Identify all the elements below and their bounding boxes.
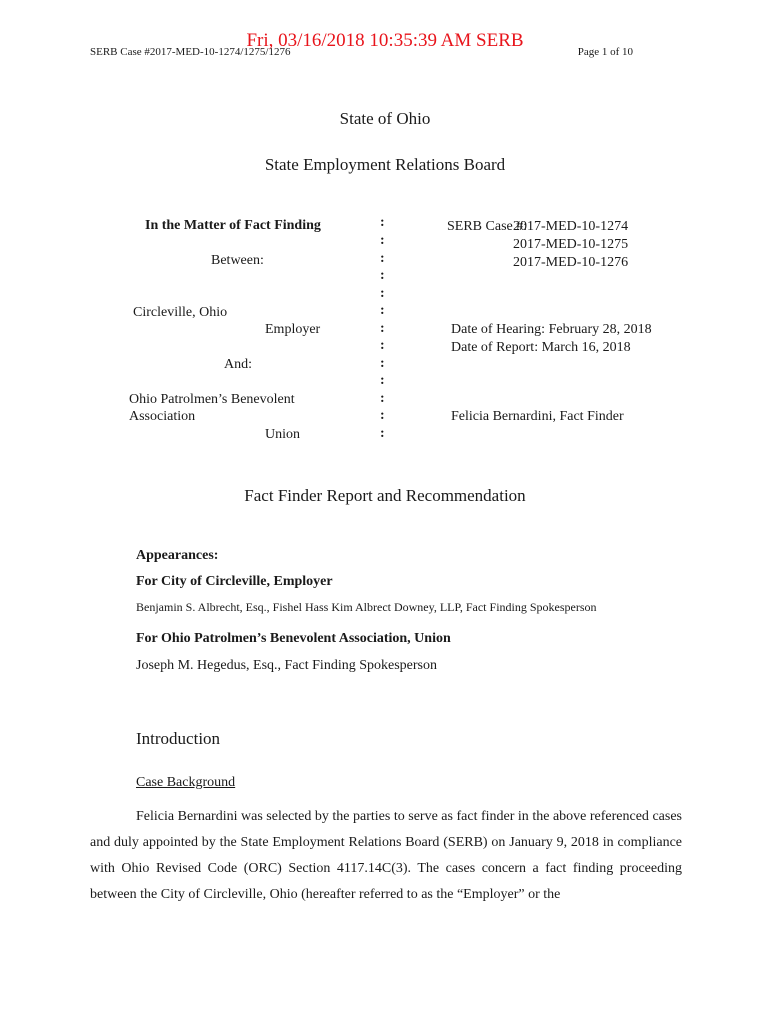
report-date: Date of Report: March 16, 2018 — [451, 340, 631, 355]
case-background-subheading: Case Background — [136, 775, 236, 790]
case-number-label: SERB Case #: — [447, 219, 528, 234]
caption-colon: : — [380, 303, 385, 318]
caption-colon: : — [380, 321, 385, 336]
caption-employer-label: Employer — [265, 322, 321, 337]
header-page-number: Page 1 of 10 — [577, 46, 633, 58]
introduction-heading: Introduction — [136, 729, 221, 748]
employer-appearance-heading: For City of Circleville, Employer — [136, 574, 333, 589]
caption-union-label: Union — [265, 427, 300, 442]
caption-employer-name: Circleville, Ohio — [133, 305, 228, 320]
paragraph-text: Felicia Bernardini was selected by the parties to serve as fact finder in the above referenced cases and duly appointed by the State Employment Relations Board (SERB) on January 9, 2018 in compliance with Ohio Revised Code (ORC) Section 4117.14C(3). The cases concern a fact finding proceeding between the City of Circleville, Ohio (hereafter referred to as the “Employer” or the — [90, 809, 682, 902]
caption-colon: : — [380, 233, 385, 248]
caption-colon: : — [380, 356, 385, 371]
report-title: Fact Finder Report and Recommendation — [244, 486, 526, 505]
appearances-heading: Appearances: — [136, 548, 219, 563]
introduction-paragraph — [90, 804, 682, 908]
caption-union-name-1: Ohio Patrolmen’s Benevolent — [129, 392, 295, 407]
caption-union-name-2: Association — [129, 409, 196, 424]
case-number: 2017-MED-10-1276 — [513, 255, 629, 270]
filing-stamp: Fri, 03/16/2018 10:35:39 AM SERB — [246, 30, 524, 51]
union-representative: Joseph M. Hegedus, Esq., Fact Finding Spokesperson — [136, 658, 437, 673]
caption-colon: : — [380, 373, 385, 388]
caption-colon: : — [380, 251, 385, 266]
header-case-number: SERB Case #2017-MED-10-1274/1275/1276 — [90, 46, 291, 58]
caption-colon: : — [380, 338, 385, 353]
caption-colon: : — [380, 286, 385, 301]
caption-case-numbers — [447, 218, 628, 272]
caption-matter: In the Matter of Fact Finding — [145, 218, 321, 233]
caption-between: Between: — [211, 253, 264, 268]
case-number: 2017-MED-10-1274 — [513, 219, 629, 234]
fact-finder-name: Felicia Bernardini, Fact Finder — [451, 409, 624, 424]
title-state: State of Ohio — [339, 109, 431, 128]
hearing-date: Date of Hearing: February 28, 2018 — [451, 322, 652, 337]
caption-colon: : — [380, 426, 385, 441]
caption-colon: : — [380, 391, 385, 406]
caption-colon: : — [380, 408, 385, 423]
caption-and: And: — [224, 357, 252, 372]
caption-colon: : — [380, 268, 385, 283]
caption-colon: : — [380, 215, 385, 230]
case-number: 2017-MED-10-1275 — [513, 237, 629, 252]
union-appearance-heading: For Ohio Patrolmen’s Benevolent Association, Union — [136, 631, 451, 646]
title-board: State Employment Relations Board — [264, 155, 506, 174]
employer-representative: Benjamin S. Albrecht, Esq., Fishel Hass Kim Albrect Downey, LLP, Fact Finding Spokesperson — [136, 600, 597, 614]
